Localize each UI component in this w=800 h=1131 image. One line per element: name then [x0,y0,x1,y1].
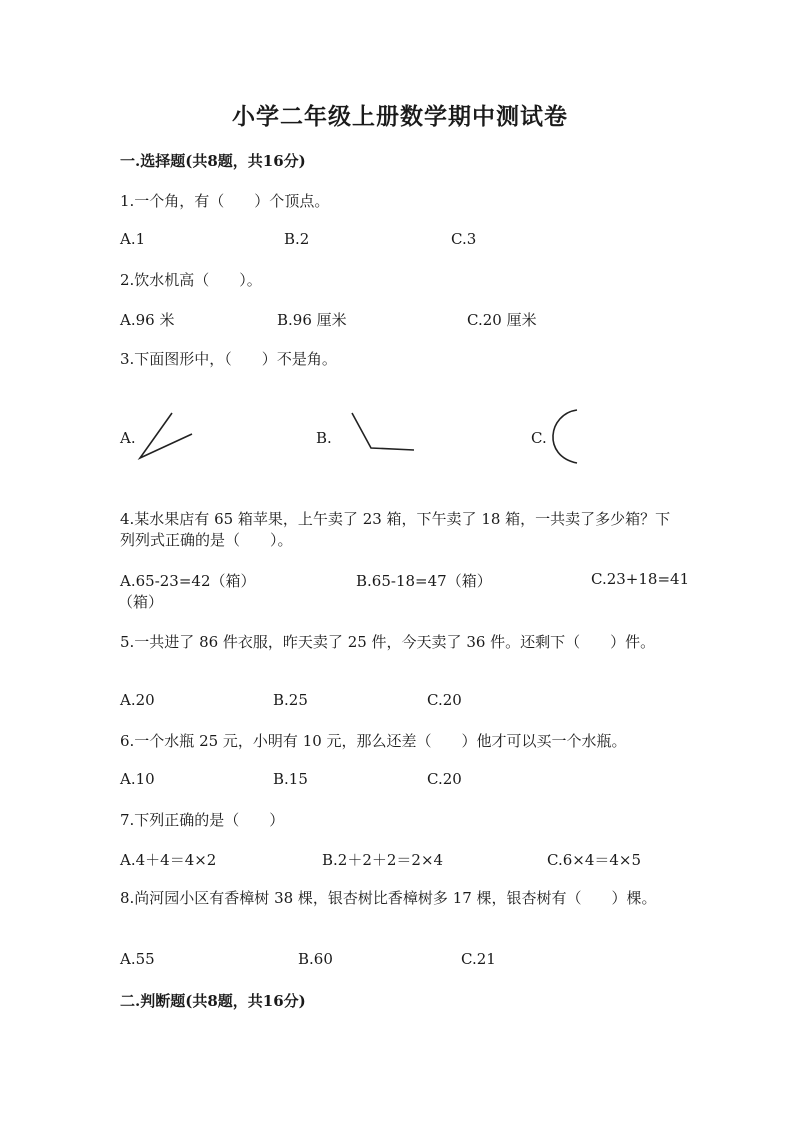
question-3-stem: 3.下面图形中，（ ）不是角。 [120,350,337,368]
section-heading-choice: 一.选择题(共8题，共16分) [120,152,306,170]
question-4-option-b: B.65-18=47（箱） [356,572,492,590]
question-1-option-c: C.3 [451,230,477,248]
question-2-option-b: B.96 厘米 [277,311,347,329]
question-2-option-a: A.96 米 [120,311,175,329]
question-4-stem: 4.某水果店有 65 箱苹果，上午卖了 23 箱，下午卖了 18 箱，一共卖了多少箱？下列列式正确的是（ ）。 [120,510,671,549]
question-6-option-b: B.15 [273,770,308,788]
question-2-stem: 2.饮水机高（ ）。 [120,271,262,289]
question-8-option-c: C.21 [461,950,496,968]
question-7-stem: 7.下列正确的是（ ） [120,811,285,829]
question-6-option-c: C.20 [427,770,462,788]
question-1-stem: 1.一个角，有（ ）个顶点。 [120,192,330,210]
question-5-option-b: B.25 [273,691,308,709]
question-7-option-b: B.2＋2＋2＝2×4 [322,851,444,869]
question-1-option-a: A.1 [120,230,146,248]
arc-figure-c [544,406,584,468]
question-4-option-c: C.23+18=41 [591,570,690,588]
question-7-option-c: C.6×4＝4×5 [547,851,642,869]
question-6-stem: 6.一个水瓶 25 元，小明有 10 元，那么还差（ ）他才可以买一个水瓶。 [120,732,627,750]
question-5-stem: 5.一共进了 86 件衣服，昨天卖了 25 件，今天卖了 36 件。还剩下（ ）件。 [120,633,656,651]
question-3-option-b: B. [316,429,332,447]
question-4-option-a: A.65-23=42（箱） [120,572,256,590]
section-heading-judgment: 二.判断题(共8题，共16分) [120,992,306,1010]
question-8-stem: 8.尚河园小区有香樟树 38 棵，银杏树比香樟树多 17 棵，银杏树有（ ）棵。 [120,889,657,907]
question-1-option-b: B.2 [284,230,310,248]
question-4-option-c-unit: （箱） [118,593,164,611]
page-title: 小学二年级上册数学期中测试卷 [232,103,568,130]
question-3-option-c: C. [531,429,547,447]
question-5-option-c: C.20 [427,691,462,709]
angle-figure-b [346,408,418,456]
question-3-option-a: A. [120,429,136,447]
question-2-option-c: C.20 厘米 [467,311,537,329]
question-8-option-a: A.55 [120,950,155,968]
question-6-option-a: A.10 [120,770,155,788]
question-5-option-a: A.20 [120,691,155,709]
question-8-option-b: B.60 [298,950,333,968]
question-7-option-a: A.4＋4＝4×2 [120,851,217,869]
angle-figure-a [136,408,196,460]
